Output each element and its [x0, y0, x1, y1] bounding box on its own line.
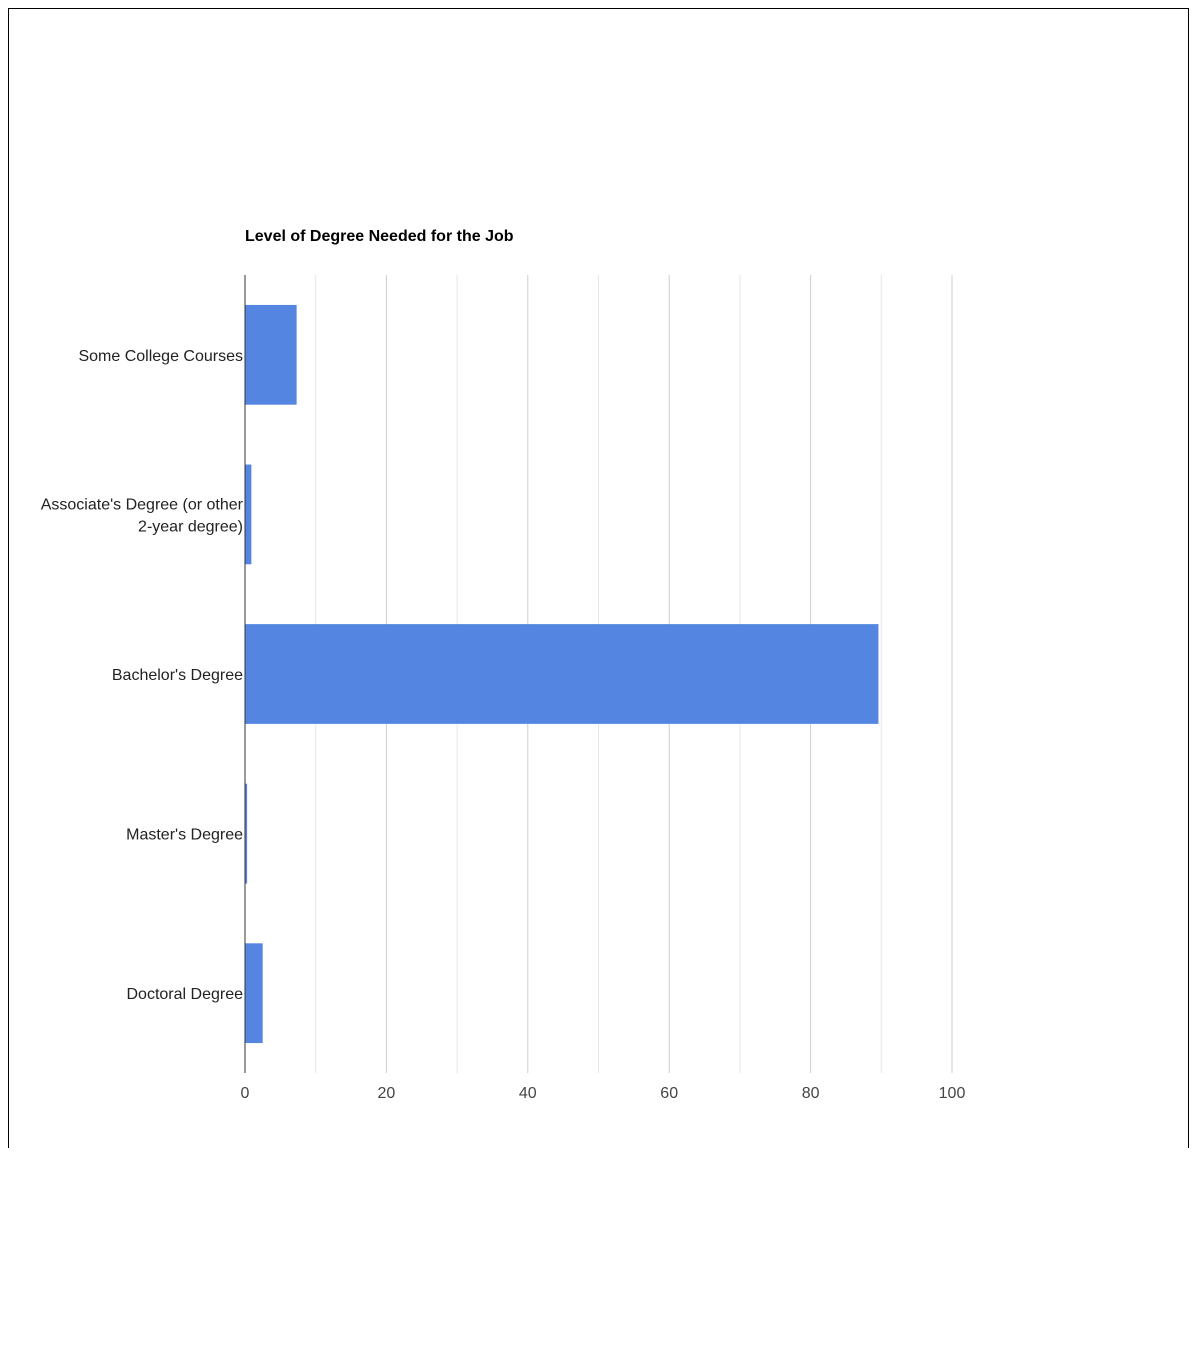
chart-title: Level of Degree Needed for the Job	[245, 228, 514, 245]
category-labels	[41, 348, 244, 1003]
category-label: Doctoral Degree	[126, 986, 243, 1004]
x-tick-labels	[241, 1085, 966, 1102]
bar-1	[245, 465, 251, 565]
category-label: Some College Courses	[78, 347, 243, 365]
category-label: Master's Degree	[126, 826, 243, 844]
x-tick-label: 100	[938, 1085, 966, 1102]
category-label: Bachelor's Degree	[111, 667, 243, 684]
category-label: Associate's Degree (or other	[40, 496, 243, 514]
x-tick-label: 80	[801, 1085, 820, 1102]
x-tick-label: 0	[240, 1085, 250, 1102]
bar-0	[245, 305, 297, 405]
bars	[245, 305, 878, 1043]
category-label: 2-year degree)	[138, 518, 243, 536]
bar-2	[245, 624, 878, 724]
x-tick-label: 60	[660, 1085, 679, 1102]
x-tick-label: 20	[377, 1085, 396, 1102]
bar-4	[245, 943, 263, 1043]
x-tick-label: 40	[518, 1085, 537, 1102]
